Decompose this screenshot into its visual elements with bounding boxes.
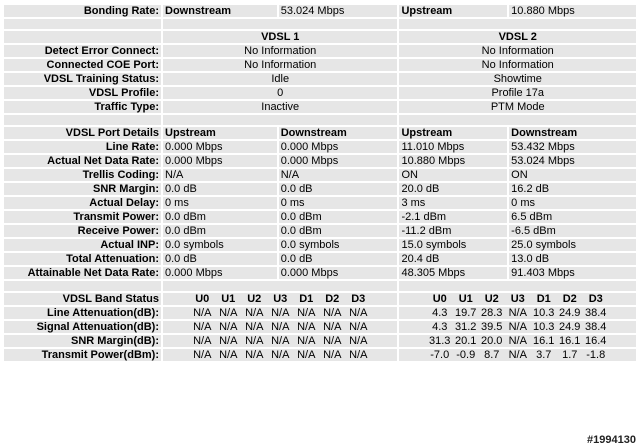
band-status-row-label: Line Attenuation(dB): <box>4 307 161 319</box>
spacer-cell <box>399 19 636 29</box>
vdsl2-upstream-value: 3 ms <box>399 197 507 209</box>
band-cell: 16.1 <box>533 335 555 347</box>
band-status-label: VDSL Band Status <box>4 293 161 305</box>
band-cell: U3 <box>273 293 288 305</box>
band-cell: U2 <box>484 293 499 305</box>
band-names <box>401 293 634 305</box>
band-cell: D3 <box>351 293 366 305</box>
status-label: Traffic Type: <box>4 101 161 113</box>
status-label: Detect Error Connect: <box>4 45 161 57</box>
vdsl2-status-value: PTM Mode <box>399 101 636 113</box>
band-cell: D1 <box>536 293 551 305</box>
vdsl1-band-values <box>163 321 397 333</box>
spacer-cell <box>399 281 636 291</box>
vdsl1-band-values <box>163 307 397 319</box>
vdsl2-downstream-header: Downstream <box>509 127 636 139</box>
spacer-row <box>4 19 636 29</box>
vdsl2-downstream-value: 53.432 Mbps <box>509 141 636 153</box>
status-row <box>4 87 636 99</box>
band-cell: 38.4 <box>585 321 607 333</box>
band-cell: N/A <box>245 307 264 319</box>
status-row <box>4 59 636 71</box>
vdsl1-status-value: 0 <box>163 87 397 99</box>
band-cell: N/A <box>271 349 290 361</box>
vdsl1-band-values <box>163 349 397 361</box>
vdsl1-status-value: No Information <box>163 59 397 71</box>
band-cell: 20.0 <box>481 335 503 347</box>
bonding-downstream-value: 53.024 Mbps <box>279 5 398 17</box>
vdsl1-upstream-header: Upstream <box>163 127 277 139</box>
band-cell: U3 <box>510 293 525 305</box>
vdsl2-downstream-value: 53.024 Mbps <box>509 155 636 167</box>
band-cell: N/A <box>323 321 342 333</box>
vdsl1-upstream-value: 0.000 Mbps <box>163 141 277 153</box>
band-cell: D2 <box>325 293 340 305</box>
band-values <box>401 335 634 347</box>
port-detail-row <box>4 239 636 251</box>
vdsl1-band-names <box>163 293 397 305</box>
status-row <box>4 101 636 113</box>
vdsl2-header: VDSL 2 <box>399 31 636 43</box>
band-status-header-row <box>4 293 636 305</box>
band-cell: N/A <box>219 335 238 347</box>
vdsl2-downstream-value: 13.0 dB <box>509 253 636 265</box>
band-values <box>165 349 395 361</box>
band-status-row-label: Signal Attenuation(dB): <box>4 321 161 333</box>
vdsl1-upstream-value: 0.000 Mbps <box>163 155 277 167</box>
vdsl2-band-values <box>399 349 636 361</box>
band-cell: 38.4 <box>585 307 607 319</box>
vdsl2-upstream-value: -2.1 dBm <box>399 211 507 223</box>
vdsl2-band-values <box>399 321 636 333</box>
vdsl2-upstream-value: 20.0 dB <box>399 183 507 195</box>
vdsl2-downstream-value: 91.403 Mbps <box>509 267 636 279</box>
spacer-row <box>4 115 636 125</box>
port-detail-row <box>4 169 636 181</box>
spacer-cell <box>4 115 161 125</box>
band-values <box>401 321 634 333</box>
vdsl1-upstream-value: 0.000 Mbps <box>163 267 277 279</box>
band-cell: N/A <box>349 307 368 319</box>
port-detail-label: Transmit Power: <box>4 211 161 223</box>
port-detail-row <box>4 253 636 265</box>
band-cell: 1.7 <box>562 349 578 361</box>
vdsl1-downstream-value: 0.0 dBm <box>279 211 398 223</box>
band-cell: N/A <box>297 335 316 347</box>
band-cell: U0 <box>432 293 447 305</box>
vdsl-status-table <box>2 3 638 363</box>
port-detail-label: Attainable Net Data Rate: <box>4 267 161 279</box>
band-cell: N/A <box>271 321 290 333</box>
status-label: VDSL Training Status: <box>4 73 161 85</box>
vdsl1-status-value: No Information <box>163 45 397 57</box>
band-status-row-label: SNR Margin(dB): <box>4 335 161 347</box>
band-names <box>165 293 395 305</box>
band-cell: 39.5 <box>481 321 503 333</box>
band-cell: D2 <box>562 293 577 305</box>
band-cell: N/A <box>245 321 264 333</box>
bonding-upstream-label: Upstream <box>399 5 507 17</box>
vdsl1-downstream-value: 0.000 Mbps <box>279 267 398 279</box>
band-cell: -0.9 <box>456 349 476 361</box>
band-cell: U0 <box>195 293 210 305</box>
band-cell: D1 <box>299 293 314 305</box>
band-cell: U2 <box>247 293 262 305</box>
band-cell: 31.3 <box>429 335 451 347</box>
band-cell: N/A <box>193 321 212 333</box>
port-detail-label: SNR Margin: <box>4 183 161 195</box>
band-cell: N/A <box>323 307 342 319</box>
band-cell: N/A <box>297 307 316 319</box>
band-cell: U1 <box>221 293 236 305</box>
vdsl1-upstream-value: 0 ms <box>163 197 277 209</box>
spacer-cell <box>163 281 397 291</box>
spacer-cell <box>4 19 161 29</box>
band-status-row <box>4 335 636 347</box>
port-detail-label: Actual Net Data Rate: <box>4 155 161 167</box>
band-cell: N/A <box>219 321 238 333</box>
band-cell: 24.9 <box>559 321 581 333</box>
vdsl2-status-value: Profile 17a <box>399 87 636 99</box>
vdsl1-downstream-header: Downstream <box>279 127 398 139</box>
band-values <box>165 321 395 333</box>
band-cell: 8.7 <box>484 349 500 361</box>
band-cell: 4.3 <box>432 307 448 319</box>
status-row <box>4 73 636 85</box>
band-values <box>165 307 395 319</box>
port-detail-label: Actual Delay: <box>4 197 161 209</box>
band-cell: 3.7 <box>536 349 552 361</box>
band-values <box>401 349 634 361</box>
vdsl1-downstream-value: 0.0 dB <box>279 183 398 195</box>
vdsl2-downstream-value: -6.5 dBm <box>509 225 636 237</box>
band-values <box>401 307 634 319</box>
status-label: Connected COE Port: <box>4 59 161 71</box>
vdsl1-upstream-value: 0.0 dBm <box>163 225 277 237</box>
empty-cell <box>4 31 161 43</box>
band-cell: 16.1 <box>559 335 581 347</box>
port-details-label: VDSL Port Details <box>4 127 161 139</box>
vdsl2-status-value: Showtime <box>399 73 636 85</box>
vdsl1-downstream-value: 0.000 Mbps <box>279 141 398 153</box>
vdsl1-downstream-value: 0.0 symbols <box>279 239 398 251</box>
vdsl1-downstream-value: N/A <box>279 169 398 181</box>
band-cell: 10.3 <box>533 307 555 319</box>
bonding-rate-label: Bonding Rate: <box>4 5 161 17</box>
band-cell: -7.0 <box>430 349 450 361</box>
bonding-upstream-value: 10.880 Mbps <box>509 5 636 17</box>
vdsl1-upstream-value: N/A <box>163 169 277 181</box>
spacer-cell <box>399 115 636 125</box>
band-cell: N/A <box>323 349 342 361</box>
port-details-header-row <box>4 127 636 139</box>
band-cell: 28.3 <box>481 307 503 319</box>
vdsl-status-body <box>4 5 636 361</box>
vdsl1-upstream-value: 0.0 dB <box>163 183 277 195</box>
port-detail-row <box>4 141 636 153</box>
port-detail-label: Total Attenuation: <box>4 253 161 265</box>
vdsl1-status-value: Idle <box>163 73 397 85</box>
band-cell: N/A <box>245 335 264 347</box>
band-cell: 4.3 <box>432 321 448 333</box>
band-cell: N/A <box>193 349 212 361</box>
vdsl2-upstream-value: 48.305 Mbps <box>399 267 507 279</box>
vdsl1-downstream-value: 0.000 Mbps <box>279 155 398 167</box>
band-cell: N/A <box>245 349 264 361</box>
port-detail-label: Actual INP: <box>4 239 161 251</box>
band-cell: 10.3 <box>533 321 555 333</box>
band-cell: N/A <box>508 349 527 361</box>
vdsl1-downstream-value: 0.0 dBm <box>279 225 398 237</box>
bonding-rate-row <box>4 5 636 17</box>
vdsl2-upstream-value: 10.880 Mbps <box>399 155 507 167</box>
vdsl2-downstream-value: 16.2 dB <box>509 183 636 195</box>
band-cell: 24.9 <box>559 307 581 319</box>
vdsl1-upstream-value: 0.0 symbols <box>163 239 277 251</box>
band-cell: N/A <box>508 321 527 333</box>
port-detail-row <box>4 267 636 279</box>
band-cell: N/A <box>349 321 368 333</box>
band-cell: N/A <box>297 349 316 361</box>
band-cell: N/A <box>219 349 238 361</box>
port-detail-row <box>4 225 636 237</box>
spacer-cell <box>163 19 397 29</box>
band-cell: 20.1 <box>455 335 477 347</box>
vdsl2-upstream-value: -11.2 dBm <box>399 225 507 237</box>
vdsl2-downstream-value: 6.5 dBm <box>509 211 636 223</box>
vdsl2-upstream-value: 11.010 Mbps <box>399 141 507 153</box>
port-detail-row <box>4 183 636 195</box>
port-detail-label: Line Rate: <box>4 141 161 153</box>
band-cell: N/A <box>349 349 368 361</box>
port-detail-label: Receive Power: <box>4 225 161 237</box>
vdsl1-upstream-value: 0.0 dBm <box>163 211 277 223</box>
band-cell: D3 <box>588 293 603 305</box>
status-label: VDSL Profile: <box>4 87 161 99</box>
vdsl2-upstream-value: 20.4 dB <box>399 253 507 265</box>
vdsl1-header: VDSL 1 <box>163 31 397 43</box>
vdsl1-downstream-value: 0.0 dB <box>279 253 398 265</box>
band-cell: N/A <box>297 321 316 333</box>
band-cell: -1.8 <box>586 349 606 361</box>
vdsl2-band-names <box>399 293 636 305</box>
spacer-row <box>4 281 636 291</box>
band-cell: N/A <box>508 307 527 319</box>
vdsl1-upstream-value: 0.0 dB <box>163 253 277 265</box>
port-detail-label: Trellis Coding: <box>4 169 161 181</box>
vdsl2-status-value: No Information <box>399 45 636 57</box>
band-cell: 31.2 <box>455 321 477 333</box>
watermark-id: #1994130 <box>587 434 636 446</box>
band-cell: N/A <box>193 307 212 319</box>
spacer-cell <box>163 115 397 125</box>
band-cell: 19.7 <box>455 307 477 319</box>
port-detail-row <box>4 211 636 223</box>
vdsl1-downstream-value: 0 ms <box>279 197 398 209</box>
vdsl2-downstream-value: ON <box>509 169 636 181</box>
status-row <box>4 45 636 57</box>
band-values <box>165 335 395 347</box>
band-status-row <box>4 307 636 319</box>
band-cell: N/A <box>193 335 212 347</box>
vdsl2-status-value: No Information <box>399 59 636 71</box>
vdsl1-band-values <box>163 335 397 347</box>
band-cell: N/A <box>219 307 238 319</box>
vdsl2-upstream-value: ON <box>399 169 507 181</box>
band-cell: N/A <box>271 307 290 319</box>
band-cell: N/A <box>349 335 368 347</box>
band-cell: N/A <box>271 335 290 347</box>
band-cell: 16.4 <box>585 335 607 347</box>
band-cell: N/A <box>323 335 342 347</box>
vdsl2-band-values <box>399 335 636 347</box>
bonding-downstream-label: Downstream <box>163 5 277 17</box>
band-status-row <box>4 321 636 333</box>
vdsl2-upstream-value: 15.0 symbols <box>399 239 507 251</box>
band-cell: U1 <box>458 293 473 305</box>
vdsl2-downstream-value: 0 ms <box>509 197 636 209</box>
port-detail-row <box>4 155 636 167</box>
band-status-row <box>4 349 636 361</box>
vdsl2-downstream-value: 25.0 symbols <box>509 239 636 251</box>
vdsl1-status-value: Inactive <box>163 101 397 113</box>
vdsl2-upstream-header: Upstream <box>399 127 507 139</box>
line-header-row <box>4 31 636 43</box>
band-cell: N/A <box>508 335 527 347</box>
band-status-row-label: Transmit Power(dBm): <box>4 349 161 361</box>
spacer-cell <box>4 281 161 291</box>
vdsl2-band-values <box>399 307 636 319</box>
port-detail-row <box>4 197 636 209</box>
